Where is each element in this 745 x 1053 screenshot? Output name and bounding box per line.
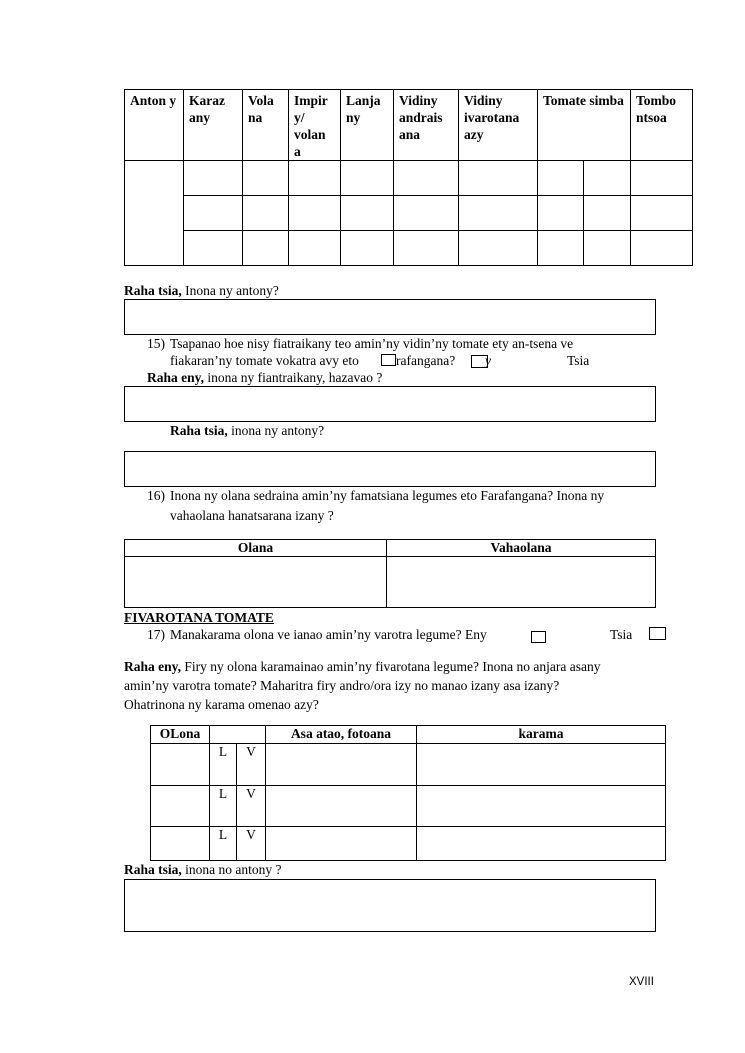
header-antony: Anton y	[125, 90, 184, 161]
karama-cell[interactable]	[417, 744, 666, 786]
table-cell[interactable]	[459, 161, 538, 196]
table-row	[125, 161, 693, 196]
q17-yes-line2: amin’ny varotra tomate? Maharitra firy andro/ora izy no manao izany asa izany?	[124, 678, 560, 693]
table-cell[interactable]	[341, 231, 394, 266]
sex-l[interactable]: L	[210, 827, 237, 861]
q15-yes-answer-box[interactable]	[124, 386, 656, 422]
table-cell[interactable]	[184, 161, 243, 196]
q15-line2c: y	[485, 353, 491, 368]
table-cell[interactable]	[341, 196, 394, 231]
olana-cell[interactable]	[125, 557, 387, 608]
header-karama: karama	[417, 726, 666, 744]
q15-no-label: Tsia	[567, 353, 590, 368]
q14-no-label: Raha tsia,	[124, 283, 182, 298]
table-sales-details	[124, 89, 693, 266]
q17-no-prompt	[124, 862, 282, 878]
q15-no-text: inona ny antony?	[227, 423, 325, 438]
olona-cell[interactable]	[151, 744, 210, 786]
q15-no-prompt	[170, 423, 324, 439]
table-cell[interactable]	[125, 161, 184, 266]
header-tomate-simba: Tomate simba	[538, 90, 631, 161]
table-cell[interactable]	[289, 196, 341, 231]
table-row	[125, 557, 656, 608]
q15-checkbox-inline[interactable]	[381, 354, 396, 366]
karama-cell[interactable]	[417, 786, 666, 827]
karama-cell[interactable]	[417, 827, 666, 861]
header-vidiny-ivarotana: Vidiny ivarotana azy	[459, 90, 538, 161]
table-header-row	[125, 90, 693, 161]
q15-line2a: fiakaran’ny tomate vokatra avy eto	[170, 353, 359, 368]
table-cell[interactable]	[289, 231, 341, 266]
header-tombontsoa: Tombo ntsoa	[631, 90, 693, 161]
table-row	[151, 827, 666, 861]
olona-cell[interactable]	[151, 786, 210, 827]
q15-line1: Tsapanao hoe nisy fiatraikany teo amin’ny vidin’ny tomate ety an-tsena ve	[170, 336, 574, 351]
header-sex	[210, 726, 266, 744]
q17-number: 17)	[147, 627, 165, 642]
q15-no-label-bold: Raha tsia,	[170, 423, 228, 438]
olona-cell[interactable]	[151, 827, 210, 861]
q17-no-text: inona no antony ?	[181, 862, 282, 877]
table-cell[interactable]	[631, 196, 693, 231]
vahaolana-cell[interactable]	[387, 557, 656, 608]
asa-cell[interactable]	[266, 827, 417, 861]
table-row	[151, 744, 666, 786]
q17-text: Manakarama olona ve ianao amin’ny varotra legume? Eny	[170, 627, 487, 642]
section-title: FIVAROTANA TOMATE	[124, 610, 274, 625]
header-olana: Olana	[125, 540, 387, 557]
table-cell[interactable]	[631, 231, 693, 266]
asa-cell[interactable]	[266, 744, 417, 786]
q17-no-answer-box[interactable]	[124, 879, 656, 932]
header-impiry-volana: Impir y/ volan a	[289, 90, 341, 161]
header-asa-atao: Asa atao, fotoana	[266, 726, 417, 744]
q14-no-prompt	[124, 283, 279, 299]
table-row	[125, 231, 693, 266]
q16-line2: vahaolana hanatsarana izany ?	[170, 508, 334, 523]
table-cell[interactable]	[289, 161, 341, 196]
table-cell[interactable]	[538, 161, 584, 196]
table-cell[interactable]	[341, 161, 394, 196]
table-cell[interactable]	[459, 196, 538, 231]
q14-no-answer-box[interactable]	[124, 299, 656, 335]
header-lanjany: Lanja ny	[341, 90, 394, 161]
q15-yes-prompt	[147, 370, 382, 386]
table-cell[interactable]	[243, 231, 289, 266]
sex-l[interactable]: L	[210, 744, 237, 786]
sex-v[interactable]: V	[237, 744, 266, 786]
sex-l[interactable]: L	[210, 786, 237, 827]
q16-line1: Inona ny olana sedraina amin’ny famatsiana legumes eto Farafangana? Inona ny	[170, 488, 605, 503]
table-cell[interactable]	[394, 196, 459, 231]
q17-no-checkbox[interactable]	[649, 627, 666, 640]
q15-number: 15)	[147, 336, 165, 351]
page-number: XVIII	[629, 976, 654, 988]
table-cell[interactable]	[243, 161, 289, 196]
table-problems-solutions	[124, 539, 656, 608]
table-cell[interactable]	[584, 196, 631, 231]
sex-v[interactable]: V	[237, 827, 266, 861]
table-employees	[150, 725, 666, 861]
header-volana: Vola na	[243, 90, 289, 161]
table-cell[interactable]	[184, 196, 243, 231]
q17-no-label-bold: Raha tsia,	[124, 862, 182, 877]
q17-yes-line3: Ohatrinona ny karama omenao azy?	[124, 697, 319, 712]
table-cell[interactable]	[243, 196, 289, 231]
header-karazany: Karaz any	[184, 90, 243, 161]
table-cell[interactable]	[631, 161, 693, 196]
q17-yes-line1	[124, 659, 601, 675]
header-vahaolana: Vahaolana	[387, 540, 656, 557]
table-cell[interactable]	[538, 196, 584, 231]
table-cell[interactable]	[394, 161, 459, 196]
q15-line2b: rafangana?	[396, 353, 456, 368]
sex-v[interactable]: V	[237, 786, 266, 827]
q14-no-text: Inona ny antony?	[181, 283, 279, 298]
table-cell[interactable]	[538, 231, 584, 266]
asa-cell[interactable]	[266, 786, 417, 827]
table-cell[interactable]	[584, 231, 631, 266]
q15-no-answer-box[interactable]	[124, 451, 656, 487]
header-olona: OLona	[151, 726, 210, 744]
table-row	[125, 196, 693, 231]
header-vidiny-andraisana: Vidiny andrais ana	[394, 90, 459, 161]
table-row	[151, 786, 666, 827]
q17-yes-label: Raha eny,	[124, 659, 182, 674]
table-cell[interactable]	[459, 231, 538, 266]
q15-yes-label: Raha eny,	[147, 370, 205, 385]
q15-yes-text: inona ny fiantraikany, hazavao ?	[204, 370, 383, 385]
table-cell[interactable]	[184, 231, 243, 266]
table-cell[interactable]	[584, 161, 631, 196]
q17-no-label: Tsia	[610, 627, 633, 642]
table-cell[interactable]	[394, 231, 459, 266]
q17-yes-text1: Firy ny olona karamainao amin’ny fivarotana legume? Inona no anjara asany	[181, 659, 601, 674]
q17-yes-checkbox[interactable]	[531, 631, 546, 643]
q16-number: 16)	[147, 488, 165, 503]
